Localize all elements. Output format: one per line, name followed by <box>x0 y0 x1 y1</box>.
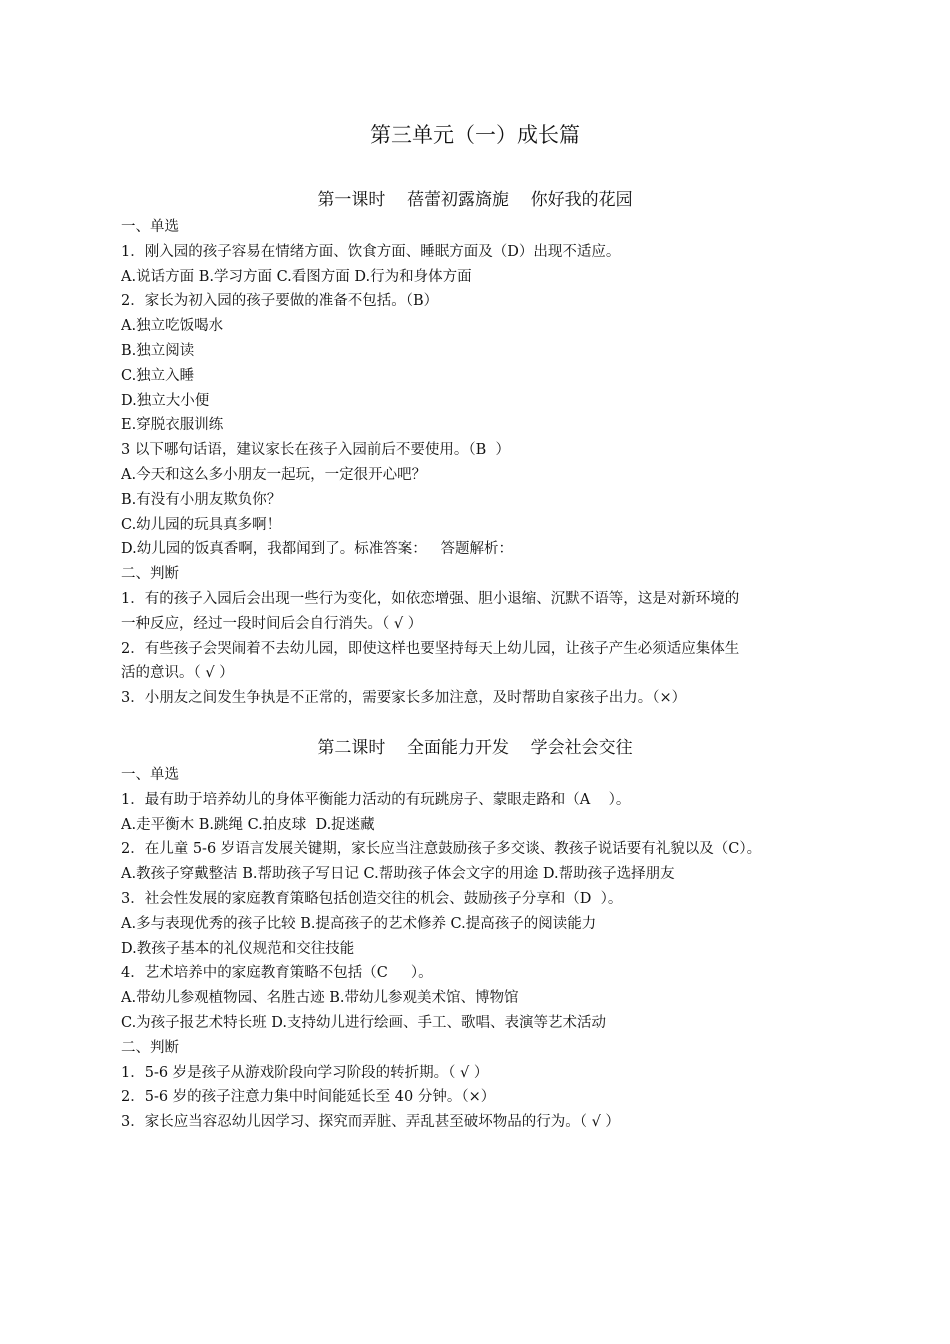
lesson-1-line: 1．有的孩子入园后会出现一些行为变化，如依恋增强、胆小退缩、沉默不语等，这是对新环境的 <box>121 590 740 607</box>
lesson-2-line: A.教孩子穿戴整洁 B.帮助孩子写日记 C.帮助孩子体会文字的用途 D.帮助孩子选择朋友 <box>121 866 675 883</box>
lesson-1-line: D.独立大小便 <box>121 392 210 409</box>
lesson-2-line: A.走平衡木 B.跳绳 C.拍皮球 D.捉迷藏 <box>121 816 375 833</box>
lesson-2-line: 2．5-6 岁的孩子注意力集中时间能延长至 40 分钟。（×） <box>121 1089 496 1106</box>
lesson-1-line: 一、单选 <box>121 219 179 235</box>
lesson-2-line: A.带幼儿参观植物园、名胜古迹 B.带幼儿参观美术馆、博物馆 <box>121 990 519 1007</box>
lesson-2-line: 3．社会性发展的家庭教育策略包括创造交往的机会、鼓励孩子分享和（D ）。 <box>121 890 623 907</box>
lesson-2-line: 一、单选 <box>121 767 179 783</box>
lesson-1-line: D.幼儿园的饭真香啊，我都闻到了。标准答案： 答题解析： <box>121 541 514 558</box>
lesson-2-line: 2．在儿童 5-6 岁语言发展关键期，家长应当注意鼓励孩子多交谈、教孩子说话要有礼貌以及（C）。 <box>121 841 762 858</box>
lesson-1-line: C.独立入睡 <box>121 367 195 384</box>
lesson-1-line: 3．小朋友之间发生争执是不正常的，需要家长多加注意，及时帮助自家孩子出力。（×） <box>121 690 687 707</box>
lesson-1-line: E.穿脱衣服训练 <box>121 417 224 434</box>
lesson-2-line: 1．5-6 岁是孩子从游戏阶段向学习阶段的转折期。（ √ ） <box>121 1064 489 1081</box>
lesson-1-line: B.有没有小朋友欺负你？ <box>121 491 282 508</box>
lesson-1-line: A.今天和这么多小朋友一起玩，一定很开心吧？ <box>121 466 427 483</box>
lesson-1-line: B.独立阅读 <box>121 342 195 359</box>
lesson-1-line: A.说话方面 B.学习方面 C.看图方面 D.行为和身体方面 <box>121 268 472 285</box>
lesson-2-line: 1．最有助于培养幼儿的身体平衡能力活动的有玩跳房子、蒙眼走路和（A ）。 <box>121 791 631 808</box>
lesson-2-content <box>121 763 836 1135</box>
lesson-2-title: 第二课时 全面能力开发 学会社会交往 <box>317 738 633 758</box>
lesson-2-line: 3．家长应当容忍幼儿因学习、探究而弄脏、弄乱甚至破坏物品的行为。（ √ ） <box>121 1114 620 1131</box>
lesson-1-content <box>121 215 836 711</box>
lesson-1-line: 1．刚入园的孩子容易在情绪方面、饮食方面、睡眠方面及（D）出现不适应。 <box>121 243 621 260</box>
lesson-2-line: C.为孩子报艺术特长班 D.支持幼儿进行绘画、手工、歌唱、表演等艺术活动 <box>121 1014 607 1031</box>
lesson-1-line: 一种反应，经过一段时间后会自行消失。（ √ ） <box>121 615 423 632</box>
lesson-2-line: A.多与表现优秀的孩子比较 B.提高孩子的艺术修养 C.提高孩子的阅读能力 <box>121 915 597 932</box>
lesson-2-line: D.教孩子基本的礼仪规范和交往技能 <box>121 940 355 957</box>
unit-title: 第三单元（一）成长篇 <box>370 123 580 147</box>
lesson-1-line: 2．家长为初入园的孩子要做的准备不包括。（B） <box>121 293 439 310</box>
lesson-1-line: A.独立吃饭喝水 <box>121 318 224 335</box>
lesson-1-line: C.幼儿园的玩具真多啊！ <box>121 516 282 533</box>
lesson-1-line: 2．有些孩子会哭闹着不去幼儿园，即使这样也要坚持每天上幼儿园，让孩子产生必须适应集体生 <box>121 640 740 657</box>
lesson-1-title: 第一课时 蓓蕾初露旖旎 你好我的花园 <box>317 190 633 210</box>
lesson-1-line: 活的意识。（ √ ） <box>121 665 234 682</box>
lesson-1-line: 二、判断 <box>121 566 179 583</box>
lesson-1-line: 3 以下哪句话语，建议家长在孩子入园前后不要使用。（B ） <box>121 442 510 459</box>
lesson-2-line: 4．艺术培养中的家庭教育策略不包括（C ）。 <box>121 965 433 982</box>
lesson-2-line: 二、判断 <box>121 1039 179 1056</box>
